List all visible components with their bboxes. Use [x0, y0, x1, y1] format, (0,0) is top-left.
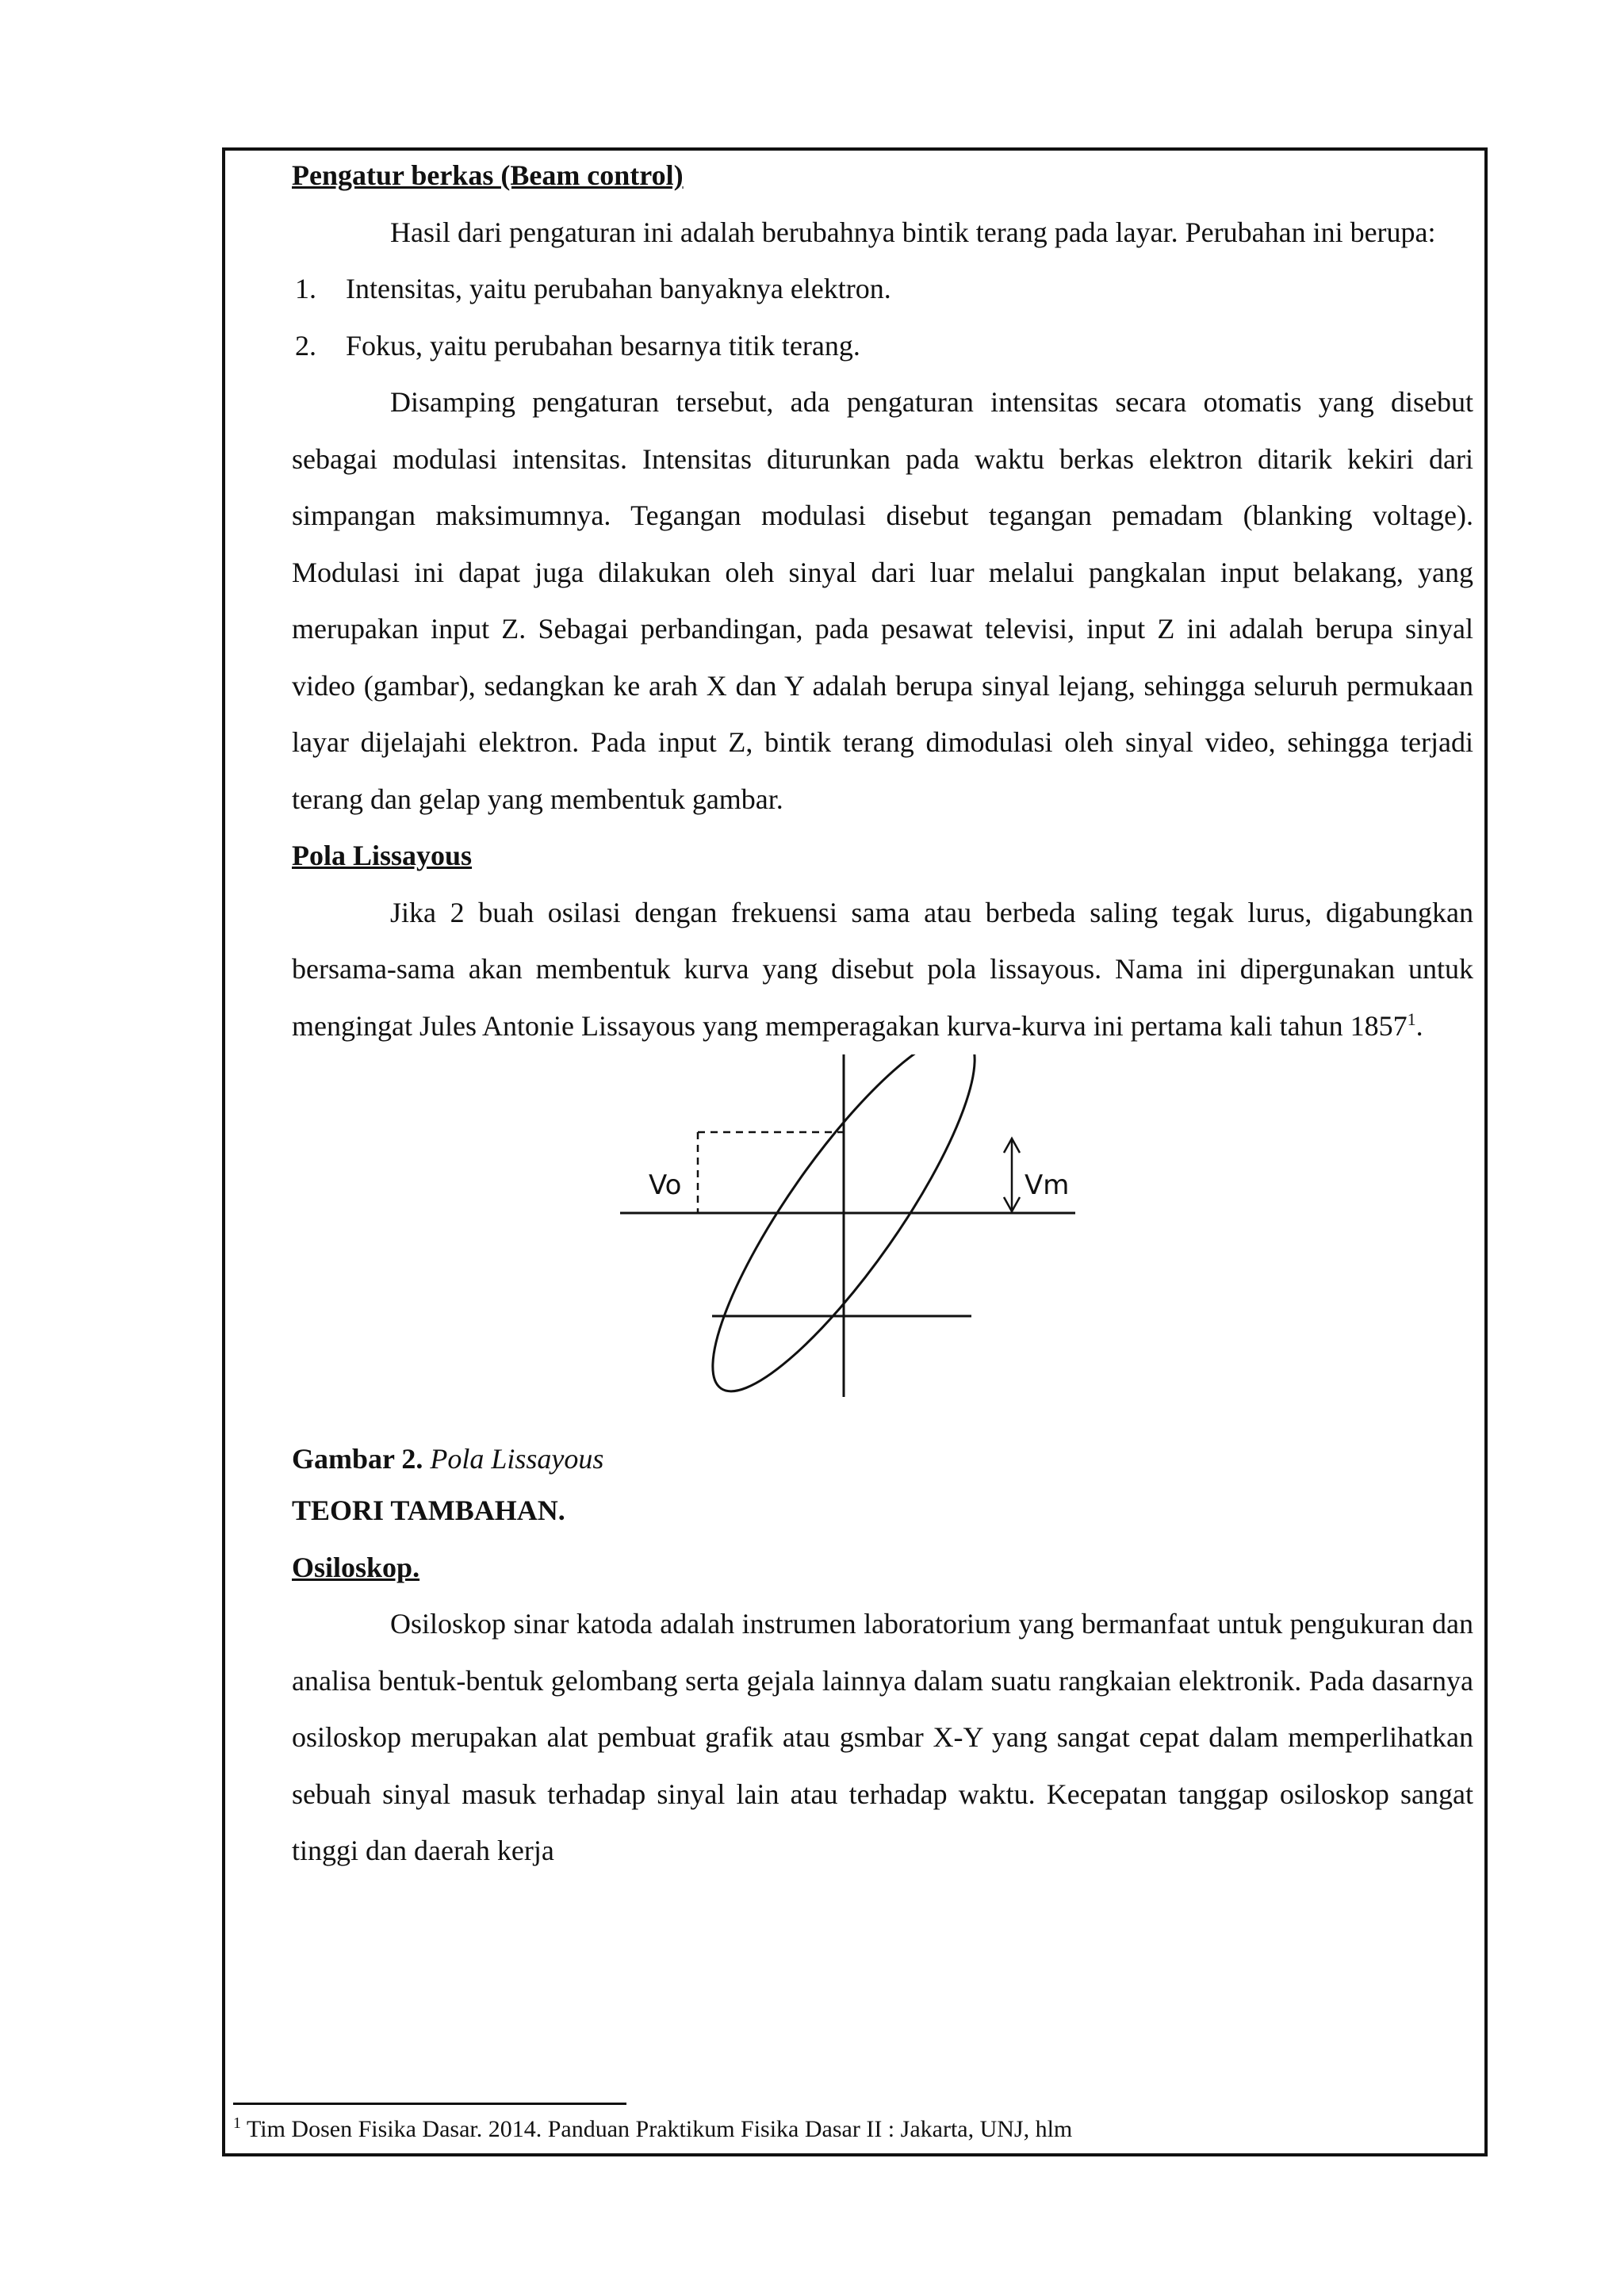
section-heading-osiloskop: Osiloskop.	[292, 1551, 420, 1583]
paragraph-beam-intro: Hasil dari pengaturan ini adalah berubahnya bintik terang pada layar. Perubahan ini berupa:	[390, 216, 1436, 248]
paragraph-modulation: Disamping pengaturan tersebut, ada pengaturan intensitas secara otomatis yang disebut sebagai modulasi intensitas. Intensitas diturunkan pada waktu berkas elektron ditarik kekiri dari simpangan maksimumnya. Tegangan modulasi disebut tegangan pemadam (blanking voltage). Modulasi ini dapat juga dilakukan oleh sinyal dari luar melalui pangkalan input belakang, yang merupakan input Z. Sebagai perbandingan, pada pesawat televisi, input Z ini adalah berupa sinyal video (gambar), sedangkan ke arah X dan Y adalah berupa sinyal lejang, sehingga seluruh permukaan layar dijelajahi elektron. Pada input Z, bintik terang dimodulasi oleh sinyal video, sehingga terjadi terang dan gelap yang membentuk gambar.	[292, 386, 1473, 815]
footnote	[233, 2112, 1470, 2147]
label-vo: Vo	[649, 1169, 682, 1201]
list-number: 2.	[295, 329, 316, 362]
section-heading-lissajous: Pola Lissayous	[292, 840, 473, 871]
list-text: Intensitas, yaitu perubahan banyaknya elektron.	[346, 273, 891, 304]
footnote-reference: 1	[1407, 1008, 1416, 1029]
lissajous-diagram	[619, 1054, 1094, 1435]
paragraph-lissajous	[292, 885, 1473, 1055]
list-item	[292, 318, 1473, 375]
footnote-number: 1	[233, 2114, 241, 2132]
figure-caption	[292, 1435, 1473, 1483]
list-item	[292, 261, 1473, 318]
paragraph-end: .	[1415, 1009, 1423, 1042]
footnote-text: Tim Dosen Fisika Dasar. 2014. Panduan Praktikum Fisika Dasar II : Jakarta, UNJ, hlm	[246, 2116, 1073, 2142]
section-heading-teori-tambahan: TEORI TAMBAHAN.	[292, 1494, 565, 1526]
paragraph-osiloskop: Osiloskop sinar katoda adalah instrumen laboratorium yang bermanfaat untuk pengukuran dan analisa bentuk-bentuk gelombang serta gejala lainnya dalam suatu rangkaian elektronik. Pada dasarnya osiloskop merupakan alat pembuat grafik atau gsmbar X-Y yang sangat cepat dalam memperlihatkan sebuah sinyal masuk terhadap sinyal lain atau terhadap waktu. Kecepatan tanggap osiloskop sangat tinggi dan daerah kerja	[292, 1608, 1473, 1866]
section-heading-beam-control: Pengatur berkas (Beam control)	[292, 159, 684, 191]
label-vm: Vm	[1025, 1169, 1070, 1201]
caption-title: Pola Lissayous	[430, 1443, 604, 1475]
paragraph-lissajous-text: Jika 2 buah osilasi dengan frekuensi sama atau berbeda saling tegak lurus, digabungkan bersama-sama akan membentuk kurva yang disebut pola lissayous. Nama ini dipergunakan untuk mengingat Jules Antonie Lissayous yang memperagakan kurva-kurva ini pertama kali tahun 1857	[292, 896, 1473, 1042]
lissajous-figure	[292, 1054, 1473, 1435]
list-text: Fokus, yaitu perubahan besarnya titik terang.	[346, 329, 860, 362]
caption-number: Gambar 2.	[292, 1443, 423, 1475]
list-number: 1.	[295, 273, 316, 304]
footnote-divider	[233, 2103, 626, 2105]
document-body	[292, 147, 1473, 1880]
